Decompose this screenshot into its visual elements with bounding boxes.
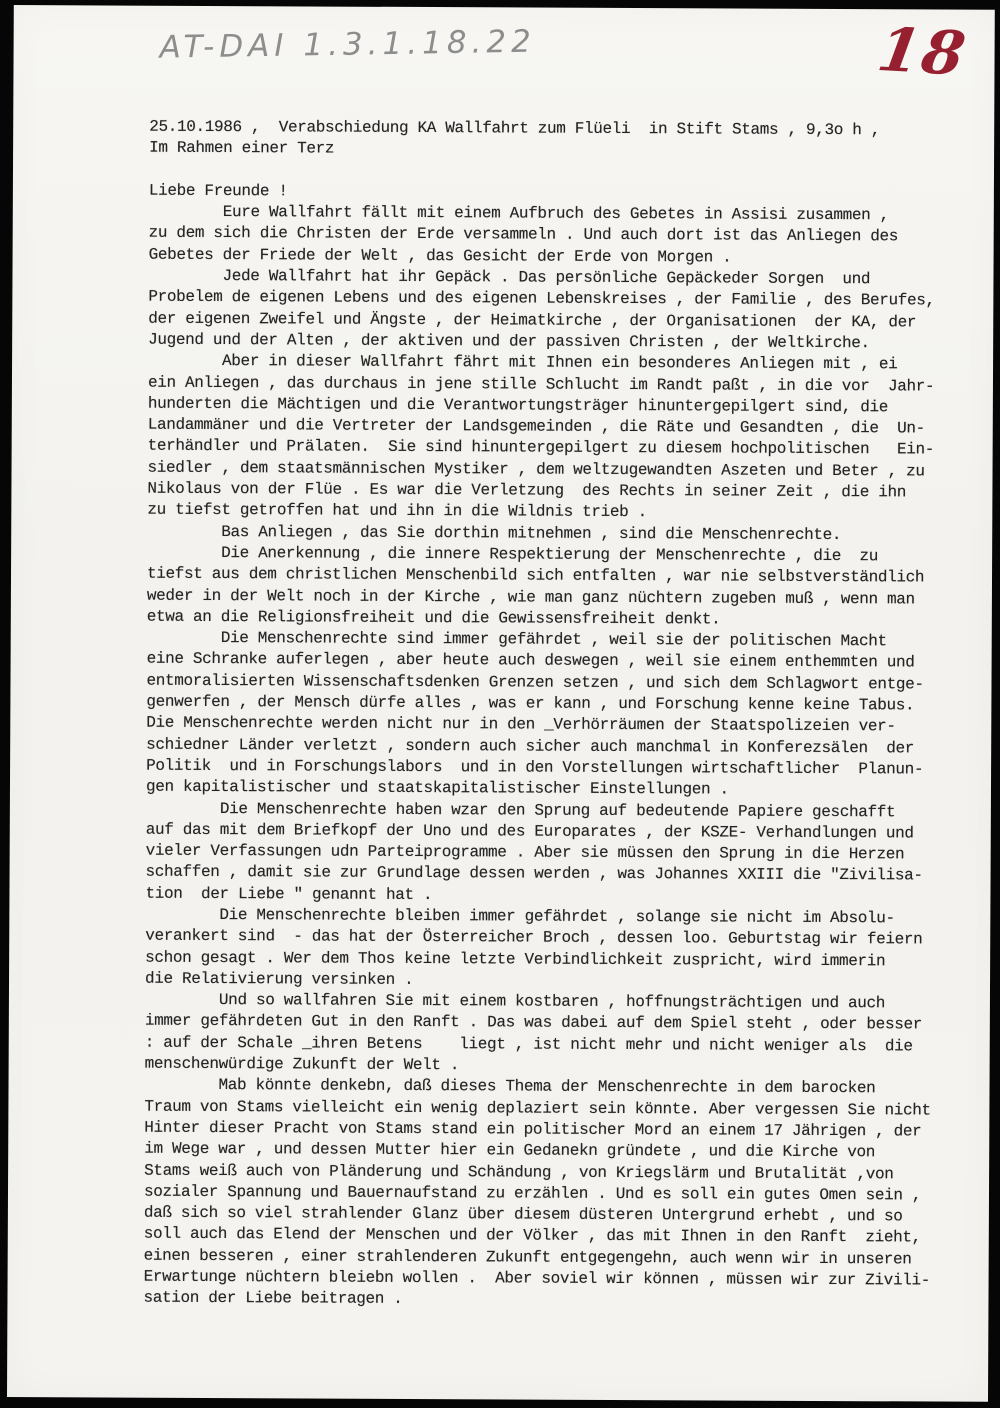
text-line: Aber in dieser Wallfahrt fährt mit Ihnen ein besonderes Anliegen mit , ei <box>148 351 898 374</box>
text-line: Stams weiß auch von Pländerung und Schändung , von Kriegslärm und Brutalität ,von <box>144 1161 894 1183</box>
text-line: Liebe Freunde ! <box>148 181 288 201</box>
text-line: vieler Verfassungen udn Parteiprogramme . Aber sie müssen den Sprung in die Herzen <box>145 841 905 864</box>
text-line: Gebetes der Friede der Welt , das Gesicht der Erde von Morgen . <box>148 245 732 267</box>
archival-pencil-note: AT-DAI 1.3.1.18.22 <box>159 23 537 66</box>
text-line: Erwartunge nüchtern bleiebn wollen . Aber soviel wir können , müssen wir zur Zivili- <box>143 1267 931 1290</box>
text-line: Probelem de eigenen Lebens und des eigenen Lebenskreises , der Familie , des Berufes, <box>148 288 935 310</box>
text-line: zu tiefst getroffen hat und ihn in die Wildnis trieb . <box>147 501 647 522</box>
text-line: etwa an die Religionsfreiheit und die Gewissensfreiheit denkt. <box>146 607 721 629</box>
text-line: sation der Liebe beitragen . <box>143 1288 403 1309</box>
paper-page <box>7 5 995 1402</box>
text-line: Traum von Stams vielleicht ein wenig deplaziert sein könnte. Aber vergessen Sie nicht <box>144 1097 931 1120</box>
text-line: tion der Liebe " genannt hat . <box>145 884 433 904</box>
text-line: einen besseren , einer strahlenderen Zukunft entgegengehn, auch wenn wir in unseren <box>143 1246 912 1269</box>
text-line: terhändler und Prälaten. Sie sind hinuntergepilgert zu diesem hochpolitischen Ein- <box>147 437 935 459</box>
handwritten-page-number: 18 <box>872 15 972 90</box>
text-line: Hinter dieser Pracht von Stams stand ein politischer Mord an einem 17 Jährigen , der <box>144 1118 922 1141</box>
text-line: Die Menschenrechte bleiben immer gefährdet , solange sie nicht im Absolu- <box>145 905 895 928</box>
text-line: Die Menschenrechte werden nicht nur in den _Verhörräumen der Staatspolizeien ver- <box>146 713 896 736</box>
text-line: Jugend und der Alten , der aktiven und der passiven Christen , der Weltkirche. <box>148 330 870 353</box>
text-line: eine Schranke auferlegen , aber heute auch deswegen , weil sie einem enthemmten und <box>146 650 915 672</box>
text-line: zu dem sich die Christen der Erde versammeln . Und auch dort ist das Anliegen des <box>148 224 899 246</box>
text-line: hunderten die Mächtigen und die Verantwortungsträger hinuntergepilgert sind, die <box>147 394 889 417</box>
text-line: sozialer Spannung und Bauernaufstand zu erzählen . Und es soll ein gutes Omen sein , <box>143 1182 922 1205</box>
text-line: auf das mit dem Briefkopf der Uno und des Europarates , der KSZE- Verhandlungen und <box>145 820 914 843</box>
text-line: Jede Wallfahrt hat ihr Gepäck . Das persönliche Gepäckeder Sorgen und <box>148 266 871 289</box>
text-line: schiedner Länder verletzt , sondern auch sicher auch manchmal in Konferezsälen der <box>146 735 915 758</box>
text-line: Landammäner und die Vertreter der Landsgemeinden , die Räte und Gesandten , die Un- <box>147 415 925 438</box>
text-line: im Wege war , und dessen Mutter hier ein Gedanekn gründete , und die Kirche von <box>144 1139 876 1162</box>
text-line: Eure Wallfahrt fällt mit einem Aufbruch des Gebetes in Assisi zusammen , <box>148 202 889 225</box>
text-line: Die Anerkennung , die innere Respektierung der Menschenrechte , die zu <box>147 543 879 566</box>
text-line: Und so wallfahren Sie mit einem kostbaren , hoffnungsträchtigen und auch <box>144 990 886 1013</box>
text-line: soll auch das Elend der Menschen und der Völker , das mit Ihnen in den Ranft zieht, <box>143 1225 921 1247</box>
text-line: tiefst aus dem christlichen Menschenbild sich entfalten , war nie selbstverständlich <box>146 564 925 587</box>
text-line: schon gesagt . Wer dem Thos keine letzte Verbindlichkeit zuspricht, wird immerin <box>145 948 886 970</box>
text-line: siedler , dem staatsmännischen Mystiker , dem weltzugewandten Aszeten und Beter , zu <box>147 458 925 481</box>
text-line: weder in der Welt noch in der Kirche , wie man ganz nüchtern zugeben muß , wenn man <box>146 586 915 608</box>
text-line: menschenwürdige Zukunft der Welt . <box>144 1054 460 1075</box>
text-line: immer gefährdeten Gut in den Ranft . Das was dabei auf dem Spiel steht , oder besser <box>144 1012 923 1034</box>
text-line: Die Menschenrechte sind immer gefährdet , weil sie der politischen Macht <box>146 628 887 651</box>
text-line: Die Menschenrechte haben wzar den Sprung auf bedeutende Papiere geschafft <box>145 799 896 821</box>
text-line: schaffen , damit sie zur Grundlage dessen werden , was Johannes XXIII die "Zivilisa- <box>145 863 923 885</box>
text-line: ein Anliegen , das durchaus in jene stille Schlucht im Randt paßt , in die vor Jahr- <box>147 373 935 396</box>
text-line: verankert sind - das hat der Österreicher Broch , dessen loo. Geburtstag wir feiern <box>145 926 923 949</box>
text-line: Im Rahmen einer Terz <box>149 138 335 158</box>
text-line: die Relativierung versinken . <box>145 969 414 989</box>
text-line: der eigenen Zweifel und Ängste , der Heimatkirche , der Organisationen der KA, der <box>148 309 917 332</box>
text-line: Mab könnte denkebn, daß dieses Thema der Menschenrechte in dem barocken <box>144 1076 876 1098</box>
text-line: Nikolaus von der Flüe . Es war die Verletzung des Rechts in seiner Zeit , die ihn <box>147 479 907 502</box>
text-line: entmoralisierten Wissenschaftsdenken Grenzen setzen , und sich dem Schlagwort entge- <box>146 671 924 694</box>
text-line: genwerfen , der Mensch dürfe alles , was er kann , und Forschung kenne keine Tabus. <box>146 692 915 715</box>
text-line: gen kapitalistischer und staatskapitalistischer Einstellungen . <box>145 777 729 799</box>
text-line: Bas Anliegen , das Sie dorthin mitnehmen , sind die Menschenrechte. <box>147 522 842 544</box>
text-line: 25.10.1986 , Verabschiedung KA Wallfahrt zum Flüeli in Stift Stams , 9,3o h , <box>149 117 881 140</box>
typewritten-text <box>143 117 1000 1314</box>
text-line: Politik und in Forschungslabors und in den Vorstellungen wirtschaftlicher Planun- <box>146 756 924 779</box>
text-line: : auf der Schale _ihren Betens liegt , ist nicht mehr und nicht weniger als die <box>144 1033 913 1056</box>
text-line: daß sich so viel strahlender Glanz über diesem düsteren Untergrund erhebt , und so <box>143 1203 903 1226</box>
